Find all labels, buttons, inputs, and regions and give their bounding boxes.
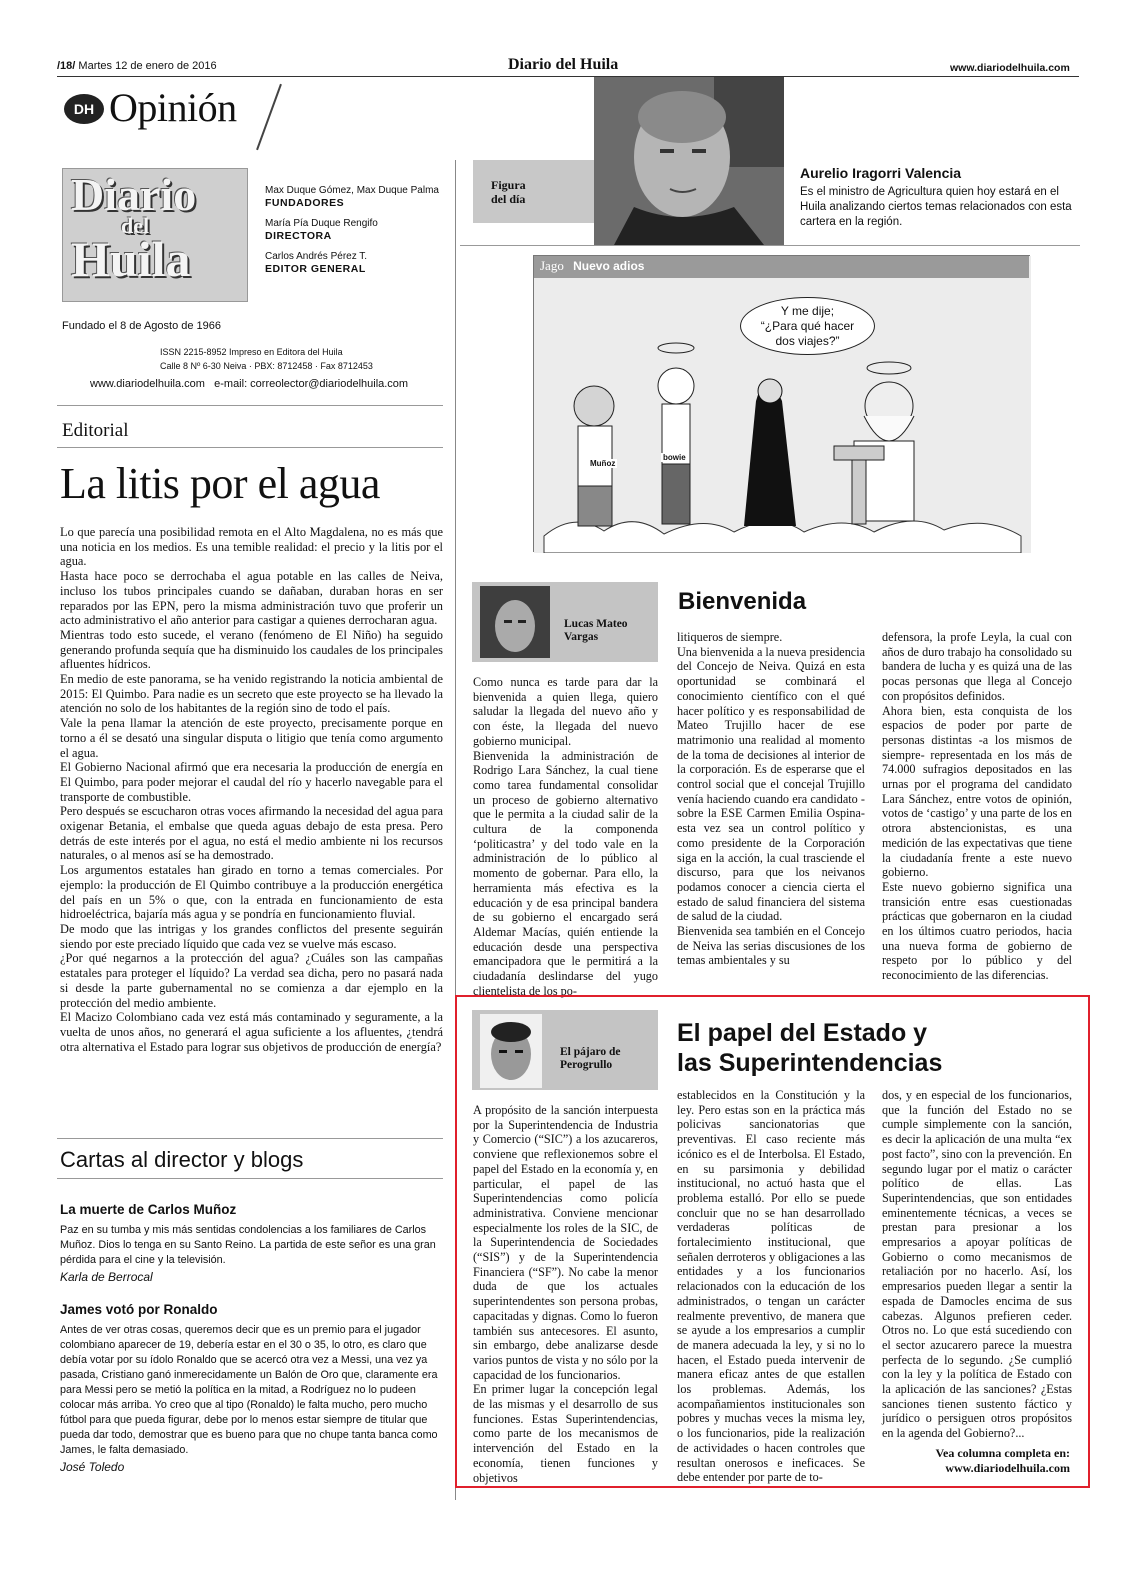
column1-title: Bienvenida: [678, 588, 807, 615]
divider: [460, 245, 1080, 246]
masthead-line3: Huila: [71, 231, 191, 287]
issn-line: ISSN 2215-8952 Impreso en Editora del Huila: [160, 347, 343, 357]
column2-text-col1: A propósito de la sanción interpuesta por la Superintendencia de Industria y Comercio (“SIC”) a los azucareros, conviene que reflexionemos sobre el papel del Estado en la economía y, en particular, el papel de las Superintendencias como policía administrativa. Conviene mencionar especialmente los roles de la SIC, de la Superintendencia de Sociedades (“SIS”) y de la Superintendencia Financiera (“SF”). No cabe la menor duda de que los actuales superintendentes son persona probas, capacitadas y dignas. Como lo fueron también sus antecesores. El asunto, sin embargo, debe analizarse desde varios puntos de vista y no sólo por la capacidad de los funcionarios. En primer lugar la concepción legal de las mismas y el desarrollo de sus funciones. Estas Superintendencias, como parte de los mecanismos de intervención del Estado en la economía, tienen funciones y objetivos: [473, 1103, 658, 1485]
speech-line: Y me dije;: [780, 304, 835, 318]
author-portrait-image: [480, 586, 550, 658]
page-number-date: /18/ Martes 12 de enero de 2016: [57, 60, 217, 72]
editorial-paragraph: En medio de este panorama, se ha venido registrando la noticia ambiental de 2015: El Quimbo. Para nadie es un secreto que este proyecto se ha llevado la atención no solo de los habitantes de la región sino de todo el país.: [60, 672, 443, 716]
column1-text-col3: defensora, la profe Leyla, la cual con años de duro trabajo ha consolidado su bandera de lucha y es quizá una de las pocas personas que llega al Concejo con propósitos definidos. Ahora bien, esta conquista de los espacios de poder por parte de personas distintas -a los mismos de siempre- representada en los más de 74.000 sufragios depositados en las urnas por el programa del candidato Lara Sánchez, entre votos de opinión, votos de ‘castigo’ y una parte de los en otrora abstencionistas, es una medición de las expectativas que tiene la ciudadanía frente a este nuevo gobierno. Este nuevo gobierno significa una transición entre esas cuestionadas prácticas que gobernaron en la ciudad en los últimos cuatro periodos, hacia una nueva forma de gobierno de respeto por lo público y del reconocimiento de las diferencias.: [882, 630, 1072, 983]
editorial-paragraph: El Macizo Colombiano cada vez está más contaminado y seguramente, a la vuelta de unos años, no generará el agua suficiente a los afluentes, ¿tendrá otra alternativa el Estado para lograr sus objetivos de producción de energía?: [60, 1010, 443, 1054]
column2-text-col2: establecidos en la Constitución y la ley. Pero estas son en la práctica más policivas sancionatorias que preventivas. El caso reciente más icónico es el de Interbolsa. El Estado, en su parsimonia y debilidad institucional, no actuó hasta que el problema estalló. Por ello se puede concluir que no se han desarrollado verdaderas políticas de fortalecimiento institucional, que señalen derroteros y obligaciones a las entidades y a los funcionarios relacionados con la educación de los administrados, o tengan un carácter realmente preventivo, de manera que se ayude a los empresarios a cumplir de manera adecuada la ley, y si no lo hacen, el Estado pueda intervenir de manera eficaz antes de que estallen los problemas. Además, los acompañamientos institucionales son pobres y muchas veces la misma ley, o los funcionarios, pide la realización de actividades o hacen controles que resultan onerosos e ineficaces. Se debe entender por parte de to-: [677, 1088, 865, 1485]
figure-label: Figura: [491, 178, 526, 192]
editorial-paragraph: Los argumentos estatales han girado en torno a temas comerciales. Por ejemplo: la producción de El Quimbo contribuye a la producción energética del país en un 5% o que, con la entrada en funcionamiento de esta hidroeléctrica, bajaría más agua y se pondría en funcionamiento fluvial.: [60, 863, 443, 922]
divider: [57, 1138, 443, 1139]
letter-1: [60, 1202, 445, 1284]
letter-body: Paz en su tumba y mis más sentidas condolencias a los familiares de Carlos Muñoz. Dios lo tenga en su Santo Reino. La partida de este señor es una gran pérdida para el cine y la televisión.: [60, 1224, 436, 1266]
column1-text-col1: Como nunca es tarde para dar la bienvenida a quien llega, quiero saludar la llegada del nuevo año y con éste, la llegada del nuevo gobierno municipal. Bienvenida la administración de Rodrigo Lara Sánchez, la cual tiene como tarea fundamental consolidar un proceso de gobierno alternativo que le permita a la ciudad salir de la cultura de la componenda ‘politicastra’ y del todo vale en la administración de lo público al momento de gobernar. Para ello, la herramienta más efectiva es la educación y de esa principal bandera de su gobierno el encargado será Aldemar Macías, quién entiende la educación desde una perspectiva emancipadora que le permitirá a la ciudadanía deslindarse del yugo clientelista de los po-: [473, 675, 658, 998]
letter-body: Antes de ver otras cosas, queremos decir que es un premio para el jugador colombiano aparecer de 19, debería estar en el 30 o 35, lo otro, es claro que debía votar por su ídolo Ronaldo que se acercó otra vez a Messi, una vez ya pasada, Cristiano ganó inmerecidamente un Balón de Oro que, claramente era para Messi pero se metió la política en la mitad, a Rodríguez no lo pudeen colocar más arriba. Yo creo que al tipo (Ronaldo) le falta mucho, pero mucho fútbol para que pueda figurar, debe por lo menos estar siempre de titular que pueda dar todo, demostrar que es bueno para que no chupe tanta banca como James, le falta demasiado.: [60, 1324, 438, 1456]
column1-author-photo: [480, 586, 550, 658]
column1-text-col2: litiqueros de siempre. Una bienvenida a la nueva presidencia del Concejo de Neiva. Quizá en esta oportunidad se combinará el conocimiento científico con el qué hacer político y es responsabilidad de Mateo Trujillo hacer de ese matrimonio una realidad al momento de la toma de decisiones al interior de la corporación. Es de esperarse que el control social que el concejal Trujillo venía haciendo cuando era candidato -sobre la ESE Carmen Emilia Ospina- esta vez sea un control político y como presidente de la Corporación siga en la acción, la cual trasciende el discurso, para que los neivanos podamos conocer a ciencia cierta el estado de salud financiera del sistema de salud de la ciudad. Bienvenida sea también en el Concejo de Neiva las serias discusiones de los temas ambientales y su: [677, 630, 865, 968]
section-title: Opinión: [109, 85, 237, 130]
column2-author-box: [472, 1010, 658, 1090]
header-url[interactable]: www.diariodelhuila.com: [950, 62, 1070, 74]
editorial-paragraph: De modo que las intrigas y los grandes conflictos del presente seguirán siendo por este preciado líquido que cada vez se vuelve más escaso.: [60, 921, 443, 951]
founders-role: FUNDADORES: [265, 197, 345, 209]
editorial-paragraph: Lo que parecía una posibilidad remota en el Alto Magdalena, no es más que una noticia en los medios. Es una temible realidad: el precio y la litis por el agua.: [60, 525, 443, 569]
header-rule: [57, 76, 1079, 77]
section-slash-decoration: [256, 84, 282, 150]
column2-author-name: El pájaro de Perogrullo: [560, 1046, 621, 1071]
director-role: DIRECTORA: [265, 230, 332, 242]
column2-text-col3: dos, y en especial de los funcionarios, que la función del Estado no se cumple simplemente con la sanción, es decir la aplicación de una multa “ex post facto”, sino con la prevención. En segundo lugar por el matiz o carácter político de ellas. Las Superintendencias, que son entidades eminentemente técnicas, a veces se prestan para presionar a los empresarios a apoyar políticas de Gobierno o como mecanismos de retaliación por no hacerlo. Así, los empresarios pueden llegar a sentir la espada de Damocles encima de sus cabezas. Algunos prefieren ceder. Otros no. Lo que está sucediendo con el sector azucarero parece la muestra perfecta de lo segundo. ¿Se cumplió con la ley y la política de Estado con la aplicación de las sanciones? ¿Estas sanciones tienen sustento fáctico y jurídico o persiguen otros propósitos en la agenda del Gobierno?...: [882, 1088, 1072, 1441]
editor-name: Carlos Andrés Pérez T.: [265, 251, 368, 262]
founded-date: Fundado el 8 de Agosto de 1966: [62, 320, 222, 332]
contact-line: [90, 378, 408, 390]
column2-title: El papel del Estado y las Superintendencias: [677, 1019, 943, 1077]
founders-names: Max Duque Gómez, Max Duque Palma: [265, 185, 439, 196]
column1-author-box: [472, 582, 658, 662]
speech-bubble: [740, 297, 875, 355]
cartoon-label-munoz: Muñoz: [590, 459, 616, 468]
letter-signature: José Toledo: [60, 1460, 125, 1474]
masthead-line1: Diario: [71, 169, 197, 220]
website-link[interactable]: www.diariodelhuila.com: [90, 378, 205, 390]
speech-line: dos viajes?”: [775, 334, 840, 348]
editorial-paragraph: Pero después se escucharon otras voces afirmando la necesidad del agua para oxigenar Betania, el embalse que queda aguas debajo de esta presa. Pero detrás de este interés por el agua, no está el medio ambiente ni los recursos naturales, o al menos así se ha demostrado.: [60, 804, 443, 863]
editorial-paragraph: El Gobierno Nacional afirmó que era necesaria la producción de energía en El Quimbo, para poder mejorar el caudal del río y hacerlo navegable para el transporte de combustible.: [60, 760, 443, 804]
editorial-paragraph: Vale la pena llamar la atención de este proyecto, precisamente porque en torno a él se desató una singular disputa o litigio que tenía como argumento el agua.: [60, 716, 443, 760]
figure-description: Es el ministro de Agricultura quien hoy estará en el Huila analizando ciertos temas relacionados con esta cartera en la región.: [800, 186, 1072, 228]
editorial-label: Editorial: [62, 420, 129, 441]
author-portrait-image: [480, 1014, 542, 1088]
header-paper-name: Diario del Huila: [508, 56, 619, 73]
figure-label-box: [473, 160, 595, 223]
cartas-section-title: Cartas al director y blogs: [60, 1147, 304, 1172]
cartoon-author: Jago: [540, 258, 564, 273]
see-full-column[interactable]: Vea columna completa en: www.diariodelhuila.com: [935, 1446, 1070, 1475]
cartoon-title: Nuevo adios: [573, 259, 645, 273]
editorial-paragraph: Mientras todo esto sucede, el verano (fenómeno de El Niño) ha seguido generando profunda sequía que ha disminuido los caudales de los principales afluentes hídricos.: [60, 627, 443, 672]
dh-logo-icon: DH: [64, 94, 104, 124]
editorial-body: [60, 525, 443, 1054]
staff-box: [265, 184, 439, 283]
column1-author-name: Lucas Mateo Vargas: [564, 618, 628, 643]
divider: [57, 1178, 443, 1179]
column2-author-photo: [480, 1014, 542, 1088]
letter-2: [60, 1302, 445, 1474]
editorial-title: La litis por el agua: [60, 459, 380, 508]
cartoon-title-bar: [534, 256, 1029, 278]
divider: [57, 405, 443, 406]
address-line: Calle 8 Nº 6-30 Neiva · PBX: 8712458 · Fax 8712453: [160, 361, 373, 371]
issn-info: [160, 345, 373, 373]
portrait-image: [594, 77, 784, 245]
cartoon-label-bowie: bowie: [663, 453, 686, 462]
masthead-logo: [62, 168, 248, 302]
letter-title: La muerte de Carlos Muñoz: [60, 1202, 237, 1217]
figure-label: del día: [491, 192, 526, 206]
director-name: María Pía Duque Rengifo: [265, 218, 378, 229]
figure-name: Aurelio Iragorri Valencia: [800, 165, 962, 181]
speech-line: “¿Para qué hacer: [760, 319, 855, 333]
editor-role: EDITOR GENERAL: [265, 263, 366, 275]
editorial-paragraph: Hasta hace poco se derrochaba el agua potable en las calles de Neiva, incluso los tubos principales cuando se dañaban, duraban horas en ser reparados por las EPN, pero la misma administración tuvo que proferir un acto administrativo el año anterior para castigar a quienes derrocharan agua.: [60, 569, 443, 628]
email-link[interactable]: e-mail: correolector@diariodelhuila.com: [214, 378, 409, 390]
letter-signature: Karla de Berrocal: [60, 1270, 153, 1284]
letter-title: James votó por Ronaldo: [60, 1302, 218, 1317]
divider: [57, 447, 443, 448]
editorial-paragraph: ¿Por qué negarnos a la protección del agua? ¿Cuáles son las campañas estatales para proteger el líquido? La verdad sea dicha, pero no pasará nada si desde la parte gubernamental no se comienza a dar ejemplo en la protección del medio ambiente.: [60, 951, 443, 1010]
masthead-line2: del: [121, 213, 150, 238]
figure-photo: [594, 77, 784, 245]
